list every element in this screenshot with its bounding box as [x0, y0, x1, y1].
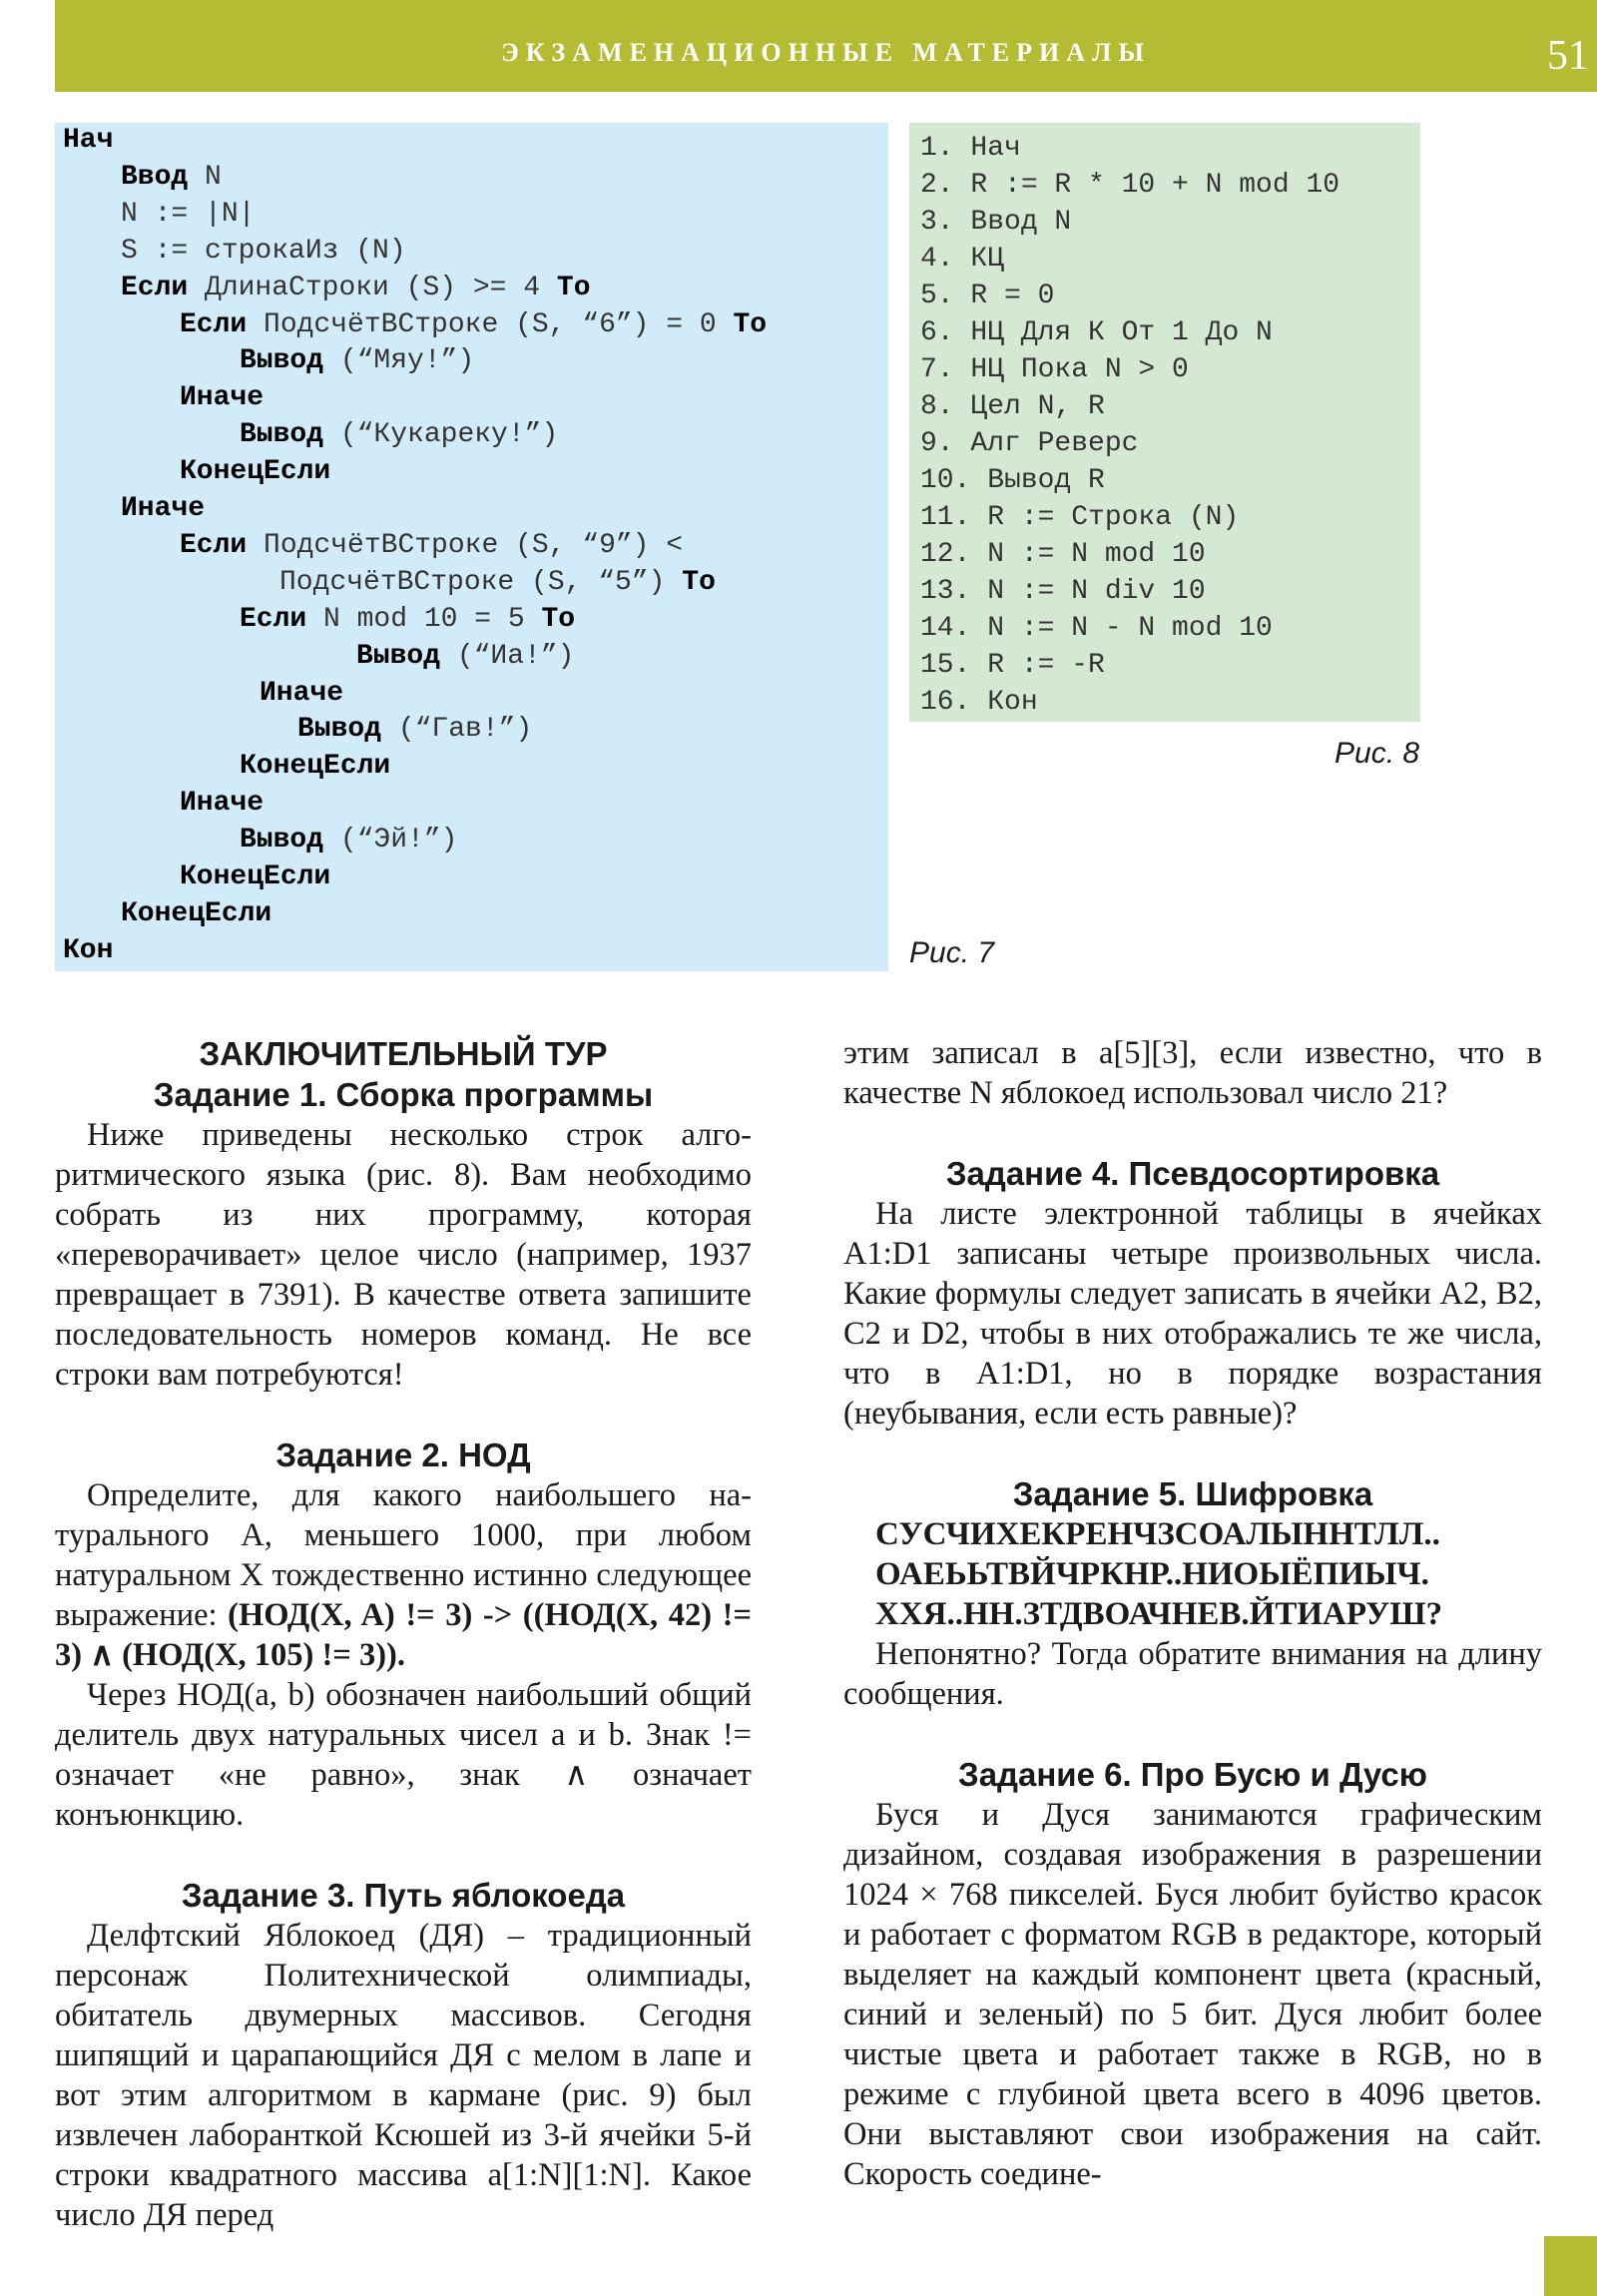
cipher-line-1: СУСЧИХЕКРЕНЧЗСОАЛЫННТЛЛ.. — [875, 1516, 1440, 1552]
code-line — [180, 860, 330, 895]
task2-intro: Определите, для какого наибольшего натурального A, меньшего 1000, при любом натуральном X тождественно истинно следующее выражение: — [55, 1477, 752, 1633]
code-line — [180, 380, 264, 416]
cipher-line-2: ОАЕЬЬТВЙЧРКНР..НИОЫЁПИЫЧ. — [875, 1556, 1429, 1592]
code-line — [240, 602, 575, 638]
code-text: (“Кукареку!”) — [323, 419, 559, 451]
code-text: S := строкаИз (N) — [121, 235, 406, 267]
code-line — [240, 749, 390, 785]
code-text: ПодсчётВСтроке (S, “5”) — [279, 566, 683, 598]
code-keyword: То — [556, 272, 591, 303]
code-line — [180, 454, 330, 490]
header-band — [55, 0, 1597, 92]
code-line — [260, 676, 343, 712]
numbered-command-line: 11. R := Строка (N) — [920, 502, 1240, 533]
code-keyword: То — [733, 308, 768, 340]
numbered-command-line: 1. Нач — [920, 133, 1021, 164]
numbered-command-line: 4. КЦ — [920, 244, 1005, 275]
code-keyword: Вывод — [240, 825, 324, 857]
code-keyword: КонецЕсли — [121, 897, 272, 929]
code-line — [63, 123, 113, 159]
code-text: N mod 10 = 5 — [306, 603, 542, 635]
task4-text: На листе электронной таблицы в ячейках A1:D1 записаны четыре произвольных числа. Какие формулы следует записать в ячейки A2, B2, C2 и D2, чтобы в них отображались те же числа, что в A1:D1, но в порядке возрастания (неубывания, если есть равные)? — [843, 1196, 1542, 1432]
numbered-command-line: 15. R := -R — [920, 650, 1105, 681]
numbered-command-line: 12. N := N mod 10 — [920, 539, 1206, 570]
code-keyword: КонецЕсли — [180, 861, 331, 892]
numbered-command-line: 8. Цел N, R — [920, 391, 1105, 422]
task6-title: Задание 6. Про Бусю и Дусю — [958, 1756, 1427, 1793]
task5-text: Непонятно? Тогда обратите внимания на длину сообщения. — [843, 1636, 1542, 1712]
code-line — [279, 565, 716, 601]
code-line — [121, 896, 271, 932]
code-keyword: Вывод — [240, 419, 324, 451]
page-number: 51 — [1547, 33, 1589, 79]
task1-title: Задание 1. Сборка программы — [153, 1076, 654, 1113]
task2-title: Задание 2. НОД — [275, 1436, 531, 1473]
cipher-line-3: ХХЯ..НН.ЗТДВОАЧНЕВ.ЙТИАРУШ? — [875, 1596, 1443, 1632]
task5-title: Задание 5. Шифровка — [1012, 1475, 1373, 1512]
code-keyword: То — [682, 566, 716, 598]
code-text: (“Эй!”) — [323, 825, 458, 857]
corner-decoration — [1544, 2236, 1597, 2296]
code-text: ПодсчётВСтроке (S, “9”) < — [247, 529, 684, 561]
spacer — [843, 1113, 1542, 1153]
task2-text-2: Через НОД(a, b) обозначен наибольший общий делитель двух натуральных чисел a и b. Знак != означает «не равно», знак ∧ означает конъюнкцию. — [55, 1677, 752, 1833]
code-line — [121, 271, 591, 306]
figure-8-code-block — [909, 123, 1420, 722]
code-line — [180, 786, 264, 822]
section-title: ЗАКЛЮЧИТЕЛЬНЫЙ ТУР — [199, 1035, 608, 1072]
code-keyword: Иначе — [260, 677, 344, 709]
code-line — [121, 197, 255, 233]
code-line — [356, 639, 574, 675]
code-line — [180, 528, 683, 564]
code-keyword: Нач — [63, 125, 114, 156]
code-text: ДлинаСтроки (S) >= 4 — [188, 272, 557, 303]
code-line — [297, 712, 532, 748]
task1-text: Ниже приведены несколько строк алгоритмического языка (рис. 8). Вам необходимо собрать из них программу, которая «переворачивает» целое число (например, 1937 превращает в 7391). В качестве ответа запишите последовательность номеров команд. Не все строки вам потребуются! — [55, 1117, 752, 1393]
figure-8-caption: Рис. 8 — [1334, 737, 1420, 770]
figure-7-code-block — [55, 123, 888, 971]
code-line — [121, 234, 406, 270]
code-keyword: Вывод — [356, 640, 441, 672]
spacer — [843, 1434, 1542, 1473]
code-keyword: Ввод — [121, 161, 189, 193]
numbered-command-line: 10. Вывод R — [920, 465, 1105, 496]
code-line — [63, 933, 113, 969]
code-keyword: КонецЕсли — [240, 751, 391, 783]
code-text: (“Иа!”) — [440, 640, 575, 672]
code-text: ПодсчётВСтроке (S, “6”) = 0 — [247, 308, 734, 340]
numbered-command-line: 13. N := N div 10 — [920, 576, 1206, 607]
article-left-column — [55, 1033, 752, 2235]
numbered-command-line: 9. Алг Реверс — [920, 428, 1139, 459]
task2-text — [55, 1475, 752, 1675]
code-line — [180, 307, 767, 343]
numbered-command-line: 7. НЦ Пока N > 0 — [920, 354, 1189, 385]
numbered-command-line: 2. R := R * 10 + N mod 10 — [920, 170, 1340, 201]
code-keyword: Если — [240, 603, 307, 635]
code-line — [240, 343, 474, 379]
task3-text: Делфтский Яблокоед (ДЯ) – традиционный персонаж Политехнической олимпиады, обитатель двумерных массивов. Сегодня шипящий и царапающийся ДЯ с мелом в лапе и вот этим алгоритмом в кармане (рис. 9) был извлечен лаборанткой Ксюшей из 3-й ячейки 5-й строки квадратного массива a[1:N][1:N]. Какое число ДЯ перед — [55, 1918, 752, 2233]
code-keyword: То — [541, 603, 576, 635]
numbered-command-line: 16. Кон — [920, 687, 1038, 718]
spacer — [843, 1714, 1542, 1754]
task2-formula: (НОД(X, A) != 3) -> ((НОД(X, 42) != 3) ∧ (НОД(X, 105) != 3)). — [55, 1597, 752, 1673]
code-keyword: Кон — [63, 934, 114, 966]
code-line — [240, 417, 558, 453]
code-keyword: Иначе — [121, 493, 206, 524]
header-title: ЭКЗАМЕНАЦИОННЫЕ МАТЕРИАЛЫ — [501, 38, 1151, 67]
code-text: (“Гав!”) — [381, 714, 533, 746]
code-keyword: Если — [180, 308, 248, 340]
spacer — [55, 1835, 752, 1875]
code-keyword: Если — [121, 272, 189, 303]
code-keyword: Иначе — [180, 382, 265, 414]
code-line — [240, 823, 457, 859]
task4-title: Задание 4. Псевдосортировка — [945, 1155, 1440, 1192]
task3-continuation: этим записал в a[5][3], если известно, что в качестве N яблокоед использовал число 21? — [843, 1035, 1542, 1111]
numbered-command-line: 5. R = 0 — [920, 281, 1055, 311]
code-text: N := |N| — [121, 198, 256, 230]
code-line — [121, 160, 222, 196]
numbered-command-line: 3. Ввод N — [920, 207, 1072, 238]
code-keyword: Вывод — [297, 714, 382, 746]
article-right-column — [843, 1033, 1542, 2194]
figure-7-caption: Рис. 7 — [909, 936, 995, 969]
code-text: (“Мяу!”) — [323, 345, 475, 377]
code-line — [121, 491, 205, 527]
code-keyword: КонецЕсли — [180, 456, 331, 488]
code-keyword: Иначе — [180, 788, 265, 820]
task6-text: Буся и Дуся занимаются графическим дизайном, создавая изображения в разрешении 1024 × 768 пикселей. Буся любит буйство красок и работает с форматом RGB в редакторе, который выделяет на каждый компонент цвета (красный, синий и зеленый) по 5 бит. Дуся любит более чистые цвета и работает также в RGB, но в режиме с глубиной цвета всего в 4096 цветов. Они выставляют свои изображения на сайт. Скорость соедине- — [843, 1797, 1542, 2192]
code-keyword: Вывод — [240, 345, 324, 377]
spacer — [55, 1395, 752, 1435]
numbered-command-line: 6. НЦ Для К От 1 До N — [920, 317, 1273, 348]
code-keyword: Если — [180, 529, 248, 561]
code-text: N — [188, 161, 222, 193]
task3-title: Задание 3. Путь яблокоеда — [181, 1877, 626, 1914]
numbered-command-line: 14. N := N - N mod 10 — [920, 613, 1273, 644]
